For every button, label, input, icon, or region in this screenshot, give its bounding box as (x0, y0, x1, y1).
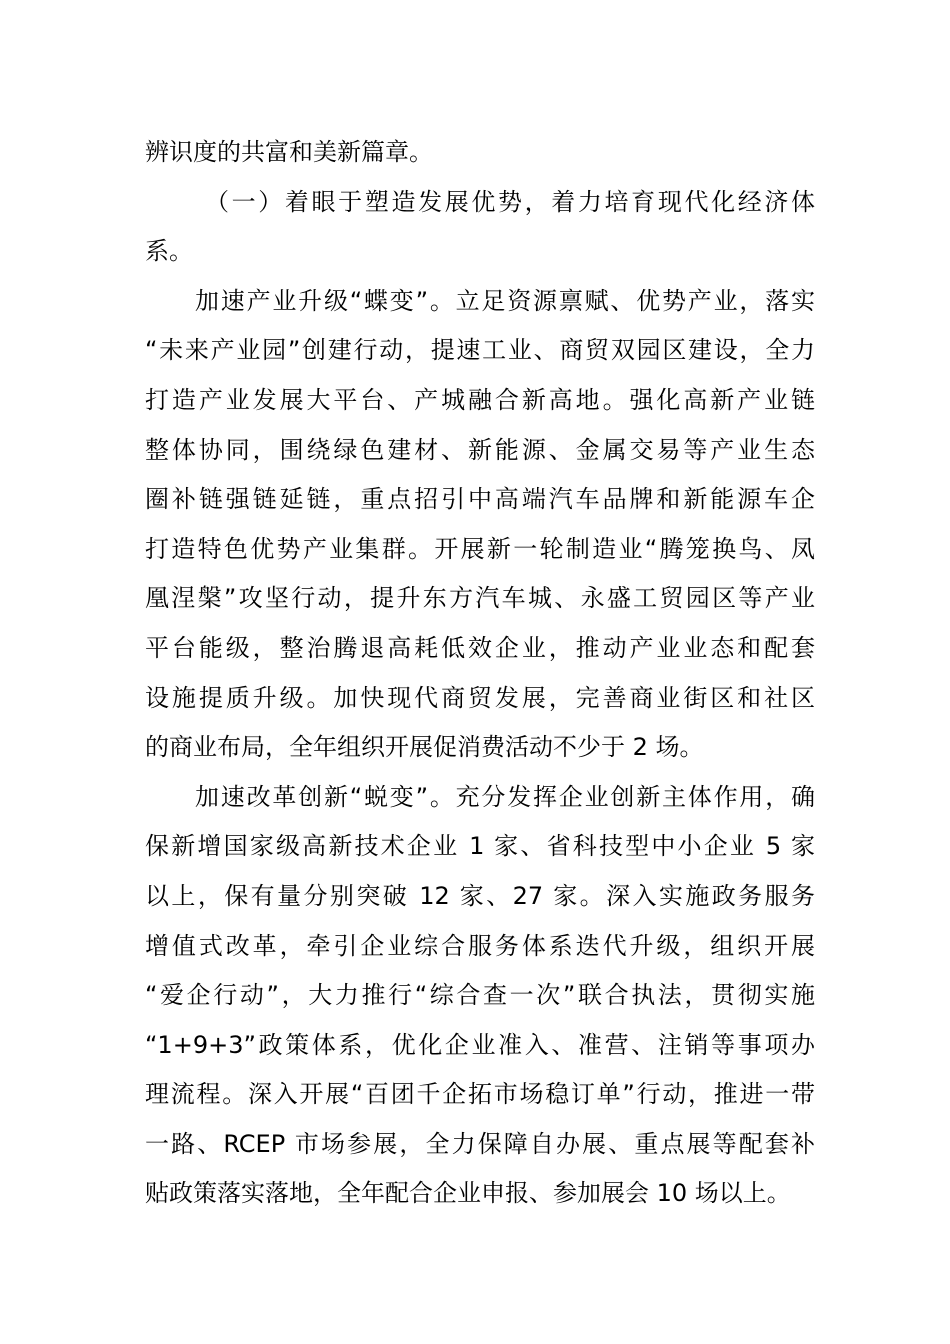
paragraph-line: “1+9+3”政策体系，优化企业准入、准营、注销等事项办 (145, 1030, 815, 1059)
paragraph-line: 理流程。深入开展“百团千企拓市场稳订单”行动，推进一带 (145, 1080, 815, 1109)
paragraph-line: 保新增国家级高新技术企业 1 家、省科技型中小企业 5 家 (145, 832, 815, 861)
paragraph-line: “爱企行动”，大力推行“综合查一次”联合执法，贯彻实施 (145, 981, 815, 1010)
paragraph-line: 加速改革创新“蜕变”。充分发挥企业创新主体作用，确 (195, 782, 815, 811)
paragraph-line: 以上，保有量分别突破 12 家、27 家。深入实施政务服务 (145, 881, 815, 910)
paragraph-line: 凰涅槃”攻坚行动，提升东方汽车城、永盛工贸园区等产业 (145, 584, 815, 613)
paragraph-line: 打造产业发展大平台、产城融合新高地。强化高新产业链 (145, 385, 815, 414)
paragraph-line: 贴政策落实落地，全年配合企业申报、参加展会 10 场以上。 (145, 1179, 791, 1208)
paragraph-line: 一路、RCEP 市场参展，全力保障自办展、重点展等配套补 (145, 1129, 815, 1158)
paragraph-line: 圈补链强链延链，重点招引中高端汽车品牌和新能源车企 (145, 485, 815, 514)
paragraph-line: 打造特色优势产业集群。开展新一轮制造业“腾笼换鸟、凤 (145, 534, 815, 563)
text-line: 辨识度的共富和美新篇章。 (145, 138, 433, 166)
document-body (145, 128, 815, 1219)
paragraph-line: 的商业布局，全年组织开展促消费活动不少于 2 场。 (145, 733, 704, 762)
section-heading-line: 系。 (145, 237, 193, 266)
paragraph-line: 增值式改革，牵引企业综合服务体系迭代升级，组织开展 (145, 931, 815, 960)
paragraph-line: 平台能级，整治腾退高耗低效企业，推动产业业态和配套 (145, 633, 815, 662)
paragraph-line: 整体协同，围绕绿色建材、新能源、金属交易等产业生态 (145, 435, 815, 464)
paragraph-line: 加速产业升级“蝶变”。立足资源禀赋、优势产业，落实 (195, 286, 815, 315)
paragraph-line: “未来产业园”创建行动，提速工业、商贸双园区建设，全力 (145, 336, 815, 365)
section-heading-line: （一）着眼于塑造发展优势，着力培育现代化经济体 (205, 187, 815, 216)
paragraph-line: 设施提质升级。加快现代商贸发展，完善商业街区和社区 (145, 683, 815, 712)
